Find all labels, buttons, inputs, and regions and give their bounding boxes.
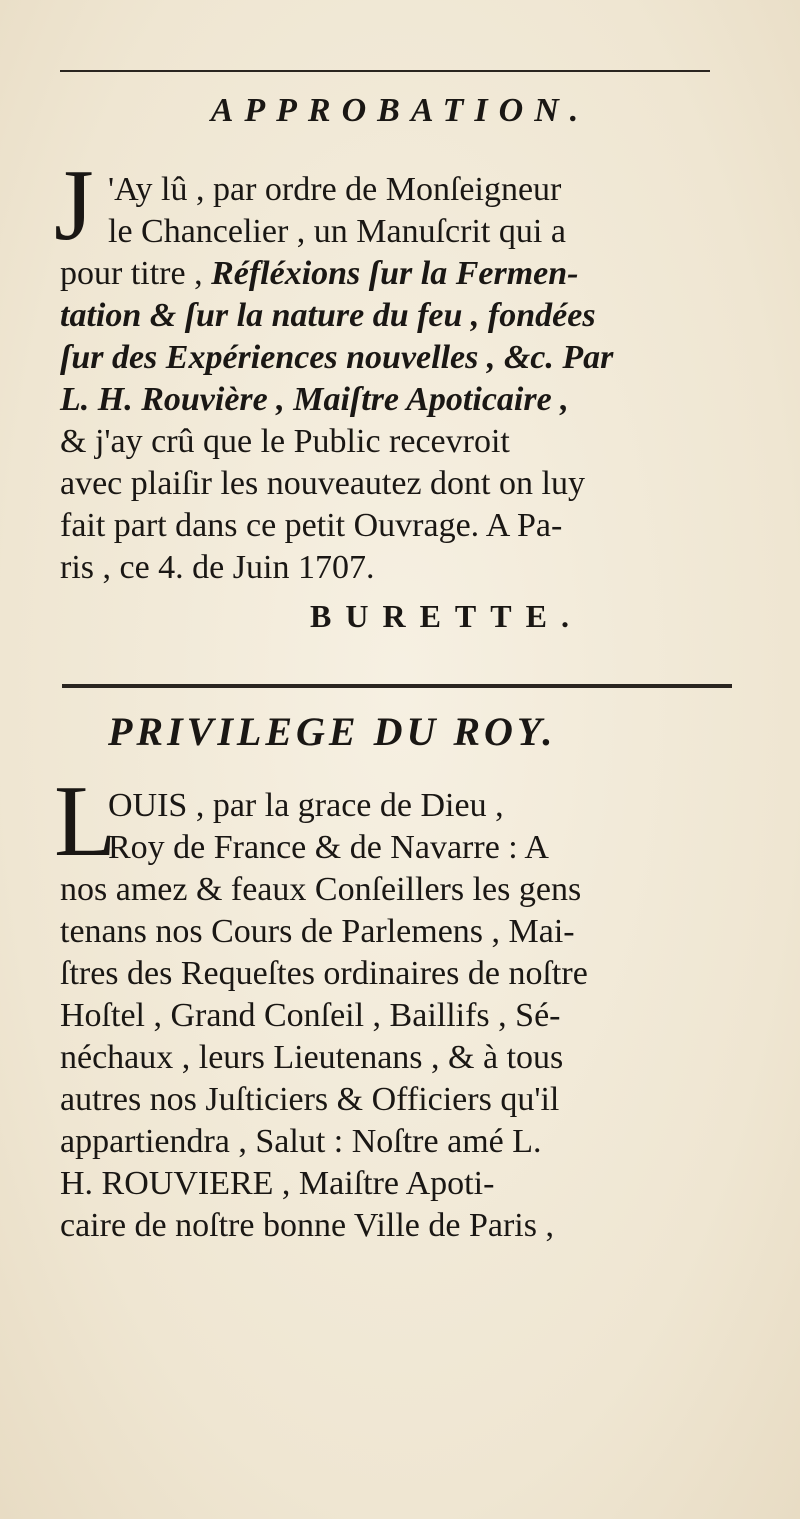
section-rule — [62, 684, 732, 688]
approbation-line — [60, 254, 578, 294]
approbation-line: L. H. Rouvière , Maiſtre Apoticaire , — [60, 381, 569, 418]
privilege-heading: PRIVILEGE DU ROY. — [108, 709, 557, 754]
privilege-line: Hoſtel , Grand Conſeil , Baillifs , Sé- — [60, 997, 561, 1034]
approbation-line: fait part dans ce petit Ouvrage. A Pa- — [60, 507, 563, 544]
privilege-line: nos amez & feaux Conſeillers les gens — [60, 871, 582, 908]
approbation-line: & j'ay crû que le Public recevroit — [60, 423, 510, 460]
approbation-line: ris , ce 4. de Juin 1707. — [60, 549, 375, 586]
privilege-line: caire de noſtre bonne Ville de Paris , — [60, 1207, 554, 1244]
title-intro: pour titre , — [60, 255, 212, 292]
approbation-line: 'Ay lû , par ordre de Monſeigneur — [108, 171, 562, 208]
privilege-line: appartiendra , Salut : Noſtre amé L. — [60, 1123, 542, 1160]
approbation-heading: APPROBATION. — [210, 92, 590, 129]
signature-burette: BURETTE. — [310, 598, 583, 634]
approbation-line: avec plaiſir les nouveautez dont on luy — [60, 465, 585, 502]
book-title-part: Réfléxions ſur la Fermen- — [211, 255, 579, 292]
approbation-line: le Chancelier , un Manuſcrit qui a — [108, 213, 566, 250]
privilege-line: néchaux , leurs Lieutenans , & à tous — [60, 1039, 564, 1076]
approbation-line: ſur des Expériences nouvelles , &c. Par — [60, 339, 614, 376]
top-rule — [60, 70, 710, 72]
approbation-dropcap: J — [54, 149, 94, 262]
privilege-dropcap: L — [54, 765, 117, 878]
approbation-line: tation & ſur la nature du feu , fondées — [60, 297, 596, 334]
privilege-line: autres nos Juſticiers & Officiers qu'il — [60, 1081, 560, 1118]
privilege-line: ſtres des Requeſtes ordinaires de noſtre — [60, 955, 588, 992]
privilege-line: tenans nos Cours de Parlemens , Mai- — [60, 913, 575, 950]
privilege-line: H. ROUVIERE , Maiſtre Apoti- — [60, 1165, 495, 1202]
privilege-line: OUIS , par la grace de Dieu , — [108, 787, 504, 824]
privilege-line: Roy de France & de Navarre : A — [108, 829, 549, 866]
